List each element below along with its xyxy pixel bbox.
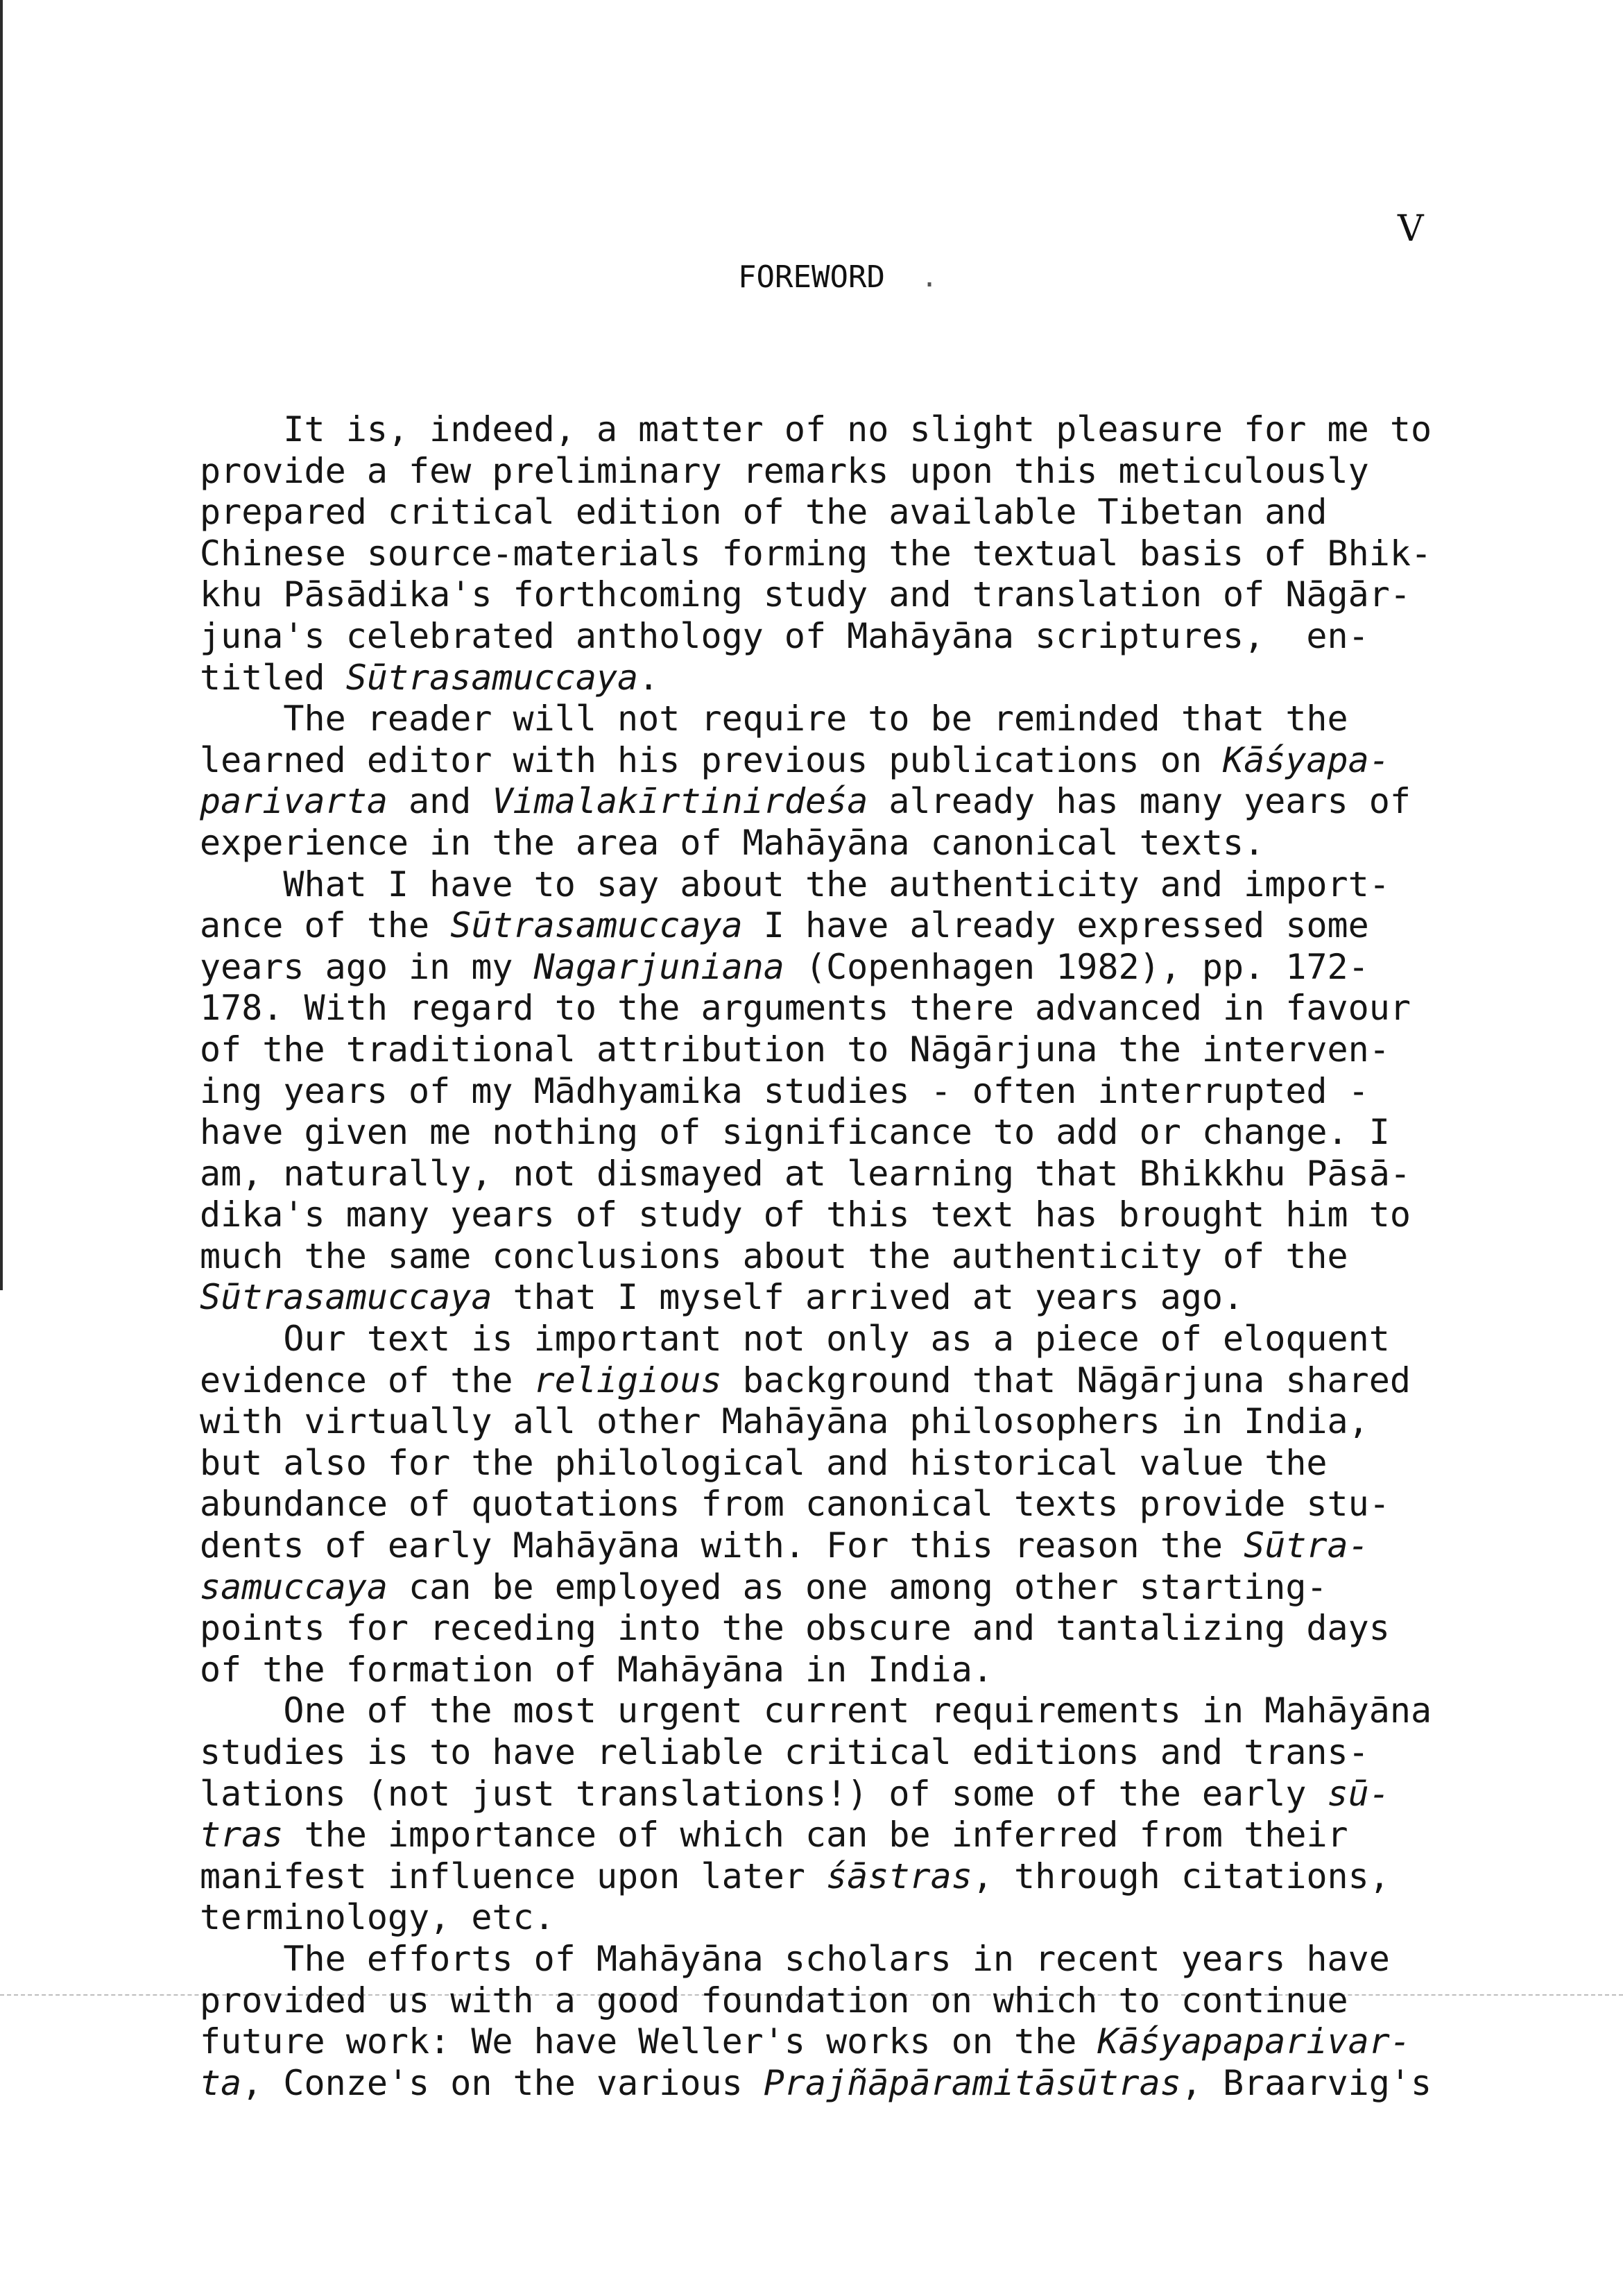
italic-term: Kāśyapa-: [1223, 739, 1390, 780]
text-segment: much the same conclusions about the authenticity of the: [200, 1235, 1348, 1276]
text-segment: Our text is important not only as a piece of eloquent: [200, 1319, 1390, 1360]
text-line: [200, 781, 1479, 823]
text-segment: It is, indeed, a matter of no slight pleasure for me to: [200, 409, 1432, 449]
text-line: [200, 1236, 1479, 1278]
text-segment: of the traditional attribution to Nāgārjuna the interven-: [200, 1029, 1390, 1070]
page-number: V: [1398, 208, 1424, 250]
text-line: [200, 1071, 1479, 1113]
text-line: [200, 2063, 1479, 2105]
text-line: [200, 2021, 1479, 2063]
italic-term: parivarta: [200, 781, 388, 822]
text-line: [200, 1319, 1479, 1360]
text-segment: ing years of my Mādhyamika studies - often interrupted -: [200, 1070, 1369, 1111]
text-line: [200, 533, 1479, 575]
text-segment: of the formation of Mahāyāna in India.: [200, 1649, 993, 1690]
text-line: [200, 1443, 1479, 1484]
page-edge-line: [0, 0, 3, 1290]
text-line: [200, 1401, 1479, 1443]
text-segment: dika's many years of study of this text has brought him to: [200, 1194, 1411, 1235]
text-segment: can be employed as one among other starting-: [387, 1566, 1328, 1607]
text-segment: learned editor with his previous publications on: [200, 739, 1223, 780]
text-line: [200, 1484, 1479, 1525]
text-segment: am, naturally, not dismayed at learning that Bhikkhu Pāsā-: [200, 1153, 1411, 1194]
text-line: [200, 574, 1479, 616]
text-line: [200, 1608, 1479, 1650]
text-line: [200, 740, 1479, 782]
text-line: [200, 1194, 1479, 1236]
text-segment: 178. With regard to the arguments there advanced in favour: [200, 988, 1411, 1029]
text-segment: terminology, etc.: [200, 1897, 555, 1938]
text-line: [200, 451, 1479, 492]
italic-term: Nagarjuniana: [533, 946, 784, 987]
text-line: [200, 1732, 1479, 1774]
text-segment: experience in the area of Mahāyāna canonical texts.: [200, 822, 1265, 863]
text-line: [200, 1856, 1479, 1898]
text-segment: the importance of which can be inferred from their: [283, 1815, 1348, 1856]
text-segment: prepared critical edition of the available Tibetan and: [200, 492, 1328, 533]
italic-term: Vimalakīrtinirdeśa: [492, 781, 868, 822]
text-line: [200, 409, 1479, 451]
text-segment: that I myself arrived at years ago.: [492, 1277, 1244, 1318]
text-segment: manifest influence upon later: [200, 1856, 827, 1896]
text-segment: lations (not just translations!) of some of the early: [200, 1773, 1328, 1814]
text-segment: with virtually all other Mahāyāna philosophers in India,: [200, 1401, 1369, 1442]
text-line: [200, 1029, 1479, 1071]
text-line: [200, 864, 1479, 906]
text-line: [200, 1897, 1479, 1939]
italic-term: religious: [533, 1360, 722, 1400]
text-line: [200, 1650, 1479, 1691]
text-segment: , Braarvig's: [1180, 2062, 1432, 2103]
text-segment: One of the most urgent current requirements in Mahāyāna: [200, 1690, 1432, 1731]
text-line: [200, 988, 1479, 1029]
text-line: [200, 823, 1479, 864]
text-line: [200, 1567, 1479, 1609]
text-line: [200, 1360, 1479, 1402]
italic-term: śāstras: [826, 1856, 972, 1896]
text-segment: Chinese source-materials forming the textual basis of Bhik-: [200, 533, 1432, 574]
text-line: [200, 492, 1479, 533]
text-segment: years ago in my: [200, 946, 534, 987]
text-line: [200, 658, 1479, 699]
text-segment: have given me nothing of significance to add or change. I: [200, 1112, 1390, 1153]
text-segment: (Copenhagen 1982), pp. 172-: [784, 946, 1369, 987]
text-segment: abundance of quotations from canonical texts provide stu-: [200, 1484, 1390, 1525]
text-segment: evidence of the: [200, 1360, 534, 1400]
italic-term: Sūtrasamuccaya: [345, 657, 639, 698]
text-segment: studies is to have reliable critical editions and trans-: [200, 1732, 1369, 1772]
text-segment: .: [638, 657, 660, 698]
text-line: [200, 1112, 1479, 1154]
italic-term: Sūtra-: [1244, 1525, 1369, 1566]
text-line: [200, 905, 1479, 947]
text-line: [200, 1690, 1479, 1732]
italic-term: tras: [200, 1815, 284, 1856]
text-segment: ance of the: [200, 905, 451, 946]
italic-term: ta: [200, 2062, 242, 2103]
text-segment: already has many years of: [868, 781, 1411, 822]
text-segment: , through citations,: [972, 1856, 1390, 1896]
text-line: [200, 1277, 1479, 1319]
text-line: [200, 947, 1479, 988]
text-segment: juna's celebrated anthology of Mahāyāna scriptures, en-: [200, 615, 1369, 656]
italic-term: Prajñāpāramitāsūtras: [763, 2062, 1181, 2103]
text-line: [200, 1154, 1479, 1195]
page-title: FOREWORD: [738, 259, 885, 295]
text-segment: provide a few preliminary remarks upon this meticulously: [200, 450, 1369, 491]
text-segment: The efforts of Mahāyāna scholars in recent years have: [200, 1938, 1390, 1979]
text-segment: and: [387, 781, 492, 822]
text-line: [200, 699, 1479, 740]
text-segment: What I have to say about the authenticity and import-: [200, 864, 1390, 905]
text-segment: dents of early Mahāyāna with. For this reason the: [200, 1525, 1244, 1566]
text-segment: I have already expressed some: [742, 905, 1369, 946]
text-segment: but also for the philological and historical value the: [200, 1442, 1328, 1483]
italic-term: Sūtrasamuccaya: [450, 905, 743, 946]
text-segment: future work: We have Weller's works on the: [200, 2021, 1098, 2062]
text-line: [200, 616, 1479, 658]
text-segment: background that Nāgārjuna shared: [721, 1360, 1411, 1400]
italic-term: samuccaya: [200, 1566, 388, 1607]
text-line: [200, 1980, 1479, 2022]
text-segment: khu Pāsādika's forthcoming study and translation of Nāgār-: [200, 574, 1411, 615]
italic-term: Kāśyapaparivar-: [1097, 2021, 1411, 2062]
text-line: [200, 1774, 1479, 1815]
text-segment: points for receding into the obscure and tantalizing days: [200, 1608, 1390, 1649]
text-segment: , Conze's on the various: [241, 2062, 764, 2103]
text-line: [200, 1525, 1479, 1567]
italic-term: Sūtrasamuccaya: [200, 1277, 492, 1318]
text-segment: The reader will not require to be reminded that the: [200, 699, 1348, 739]
text-segment: provided us with a good foundation on which to continue: [200, 1980, 1348, 2021]
foreword-body: [200, 409, 1479, 2104]
text-segment: titled: [200, 657, 346, 698]
text-line: [200, 1815, 1479, 1856]
text-line: [200, 1939, 1479, 1980]
title-mark: .: [921, 262, 938, 293]
italic-term: sū-: [1327, 1773, 1390, 1814]
